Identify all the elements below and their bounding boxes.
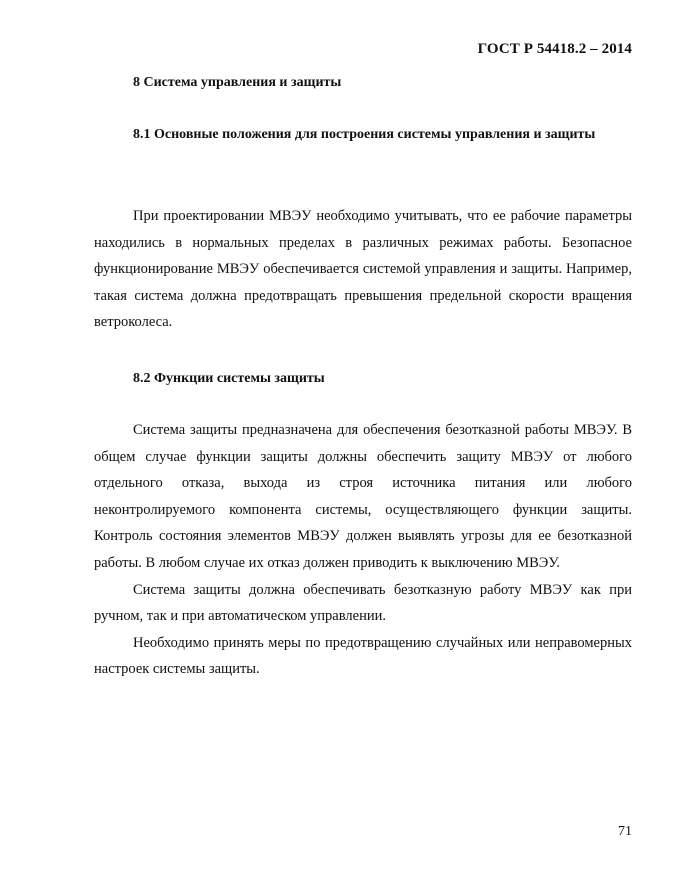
section-title: 8 Система управления и защиты bbox=[133, 75, 342, 90]
subsection-8-1-body bbox=[94, 203, 632, 336]
subsection-8-2-body bbox=[94, 417, 632, 683]
page-number: 71 bbox=[618, 824, 632, 839]
paragraph: При проектировании МВЭУ необходимо учитывать, что ее рабочие параметры находились в нормальных пределах в различных режимах работы. Безопасное функционирование МВЭУ обеспечивается системой управления и защиты. Например, такая система должна предотвращать превышения предельной скорости вращения ветроколеса. bbox=[94, 208, 632, 331]
subsection-8-2 bbox=[133, 366, 325, 393]
subsection-8-2-title: 8.2 Функции системы защиты bbox=[133, 371, 325, 386]
paragraph: Система защиты предназначена для обеспечения безотказной работы МВЭУ. В общем случае функции защиты должны обеспечить защиту МВЭУ от любого отдельного отказа, выхода из строя источника питания или любого неконтролируемого компонента системы, осуществляющего функции защиты. Контроль состояния элементов МВЭУ должен выявлять угрозы для ее безотказной работы. В любом случае их отказ должен приводить к выключению МВЭУ. bbox=[94, 422, 632, 571]
standard-code-header: ГОСТ Р 54418.2 – 2014 bbox=[477, 41, 632, 57]
subsection-8-1-title: 8.1 Основные положения для построения системы управления и защиты bbox=[133, 127, 596, 142]
subsection-8-1 bbox=[94, 122, 632, 149]
paragraph: Система защиты должна обеспечивать безотказную работу МВЭУ как при ручном, так и при автоматическом управлении. bbox=[94, 581, 632, 625]
paragraph: Необходимо принять меры по предотвращению случайных или неправомерных настроек системы защиты. bbox=[94, 634, 632, 678]
